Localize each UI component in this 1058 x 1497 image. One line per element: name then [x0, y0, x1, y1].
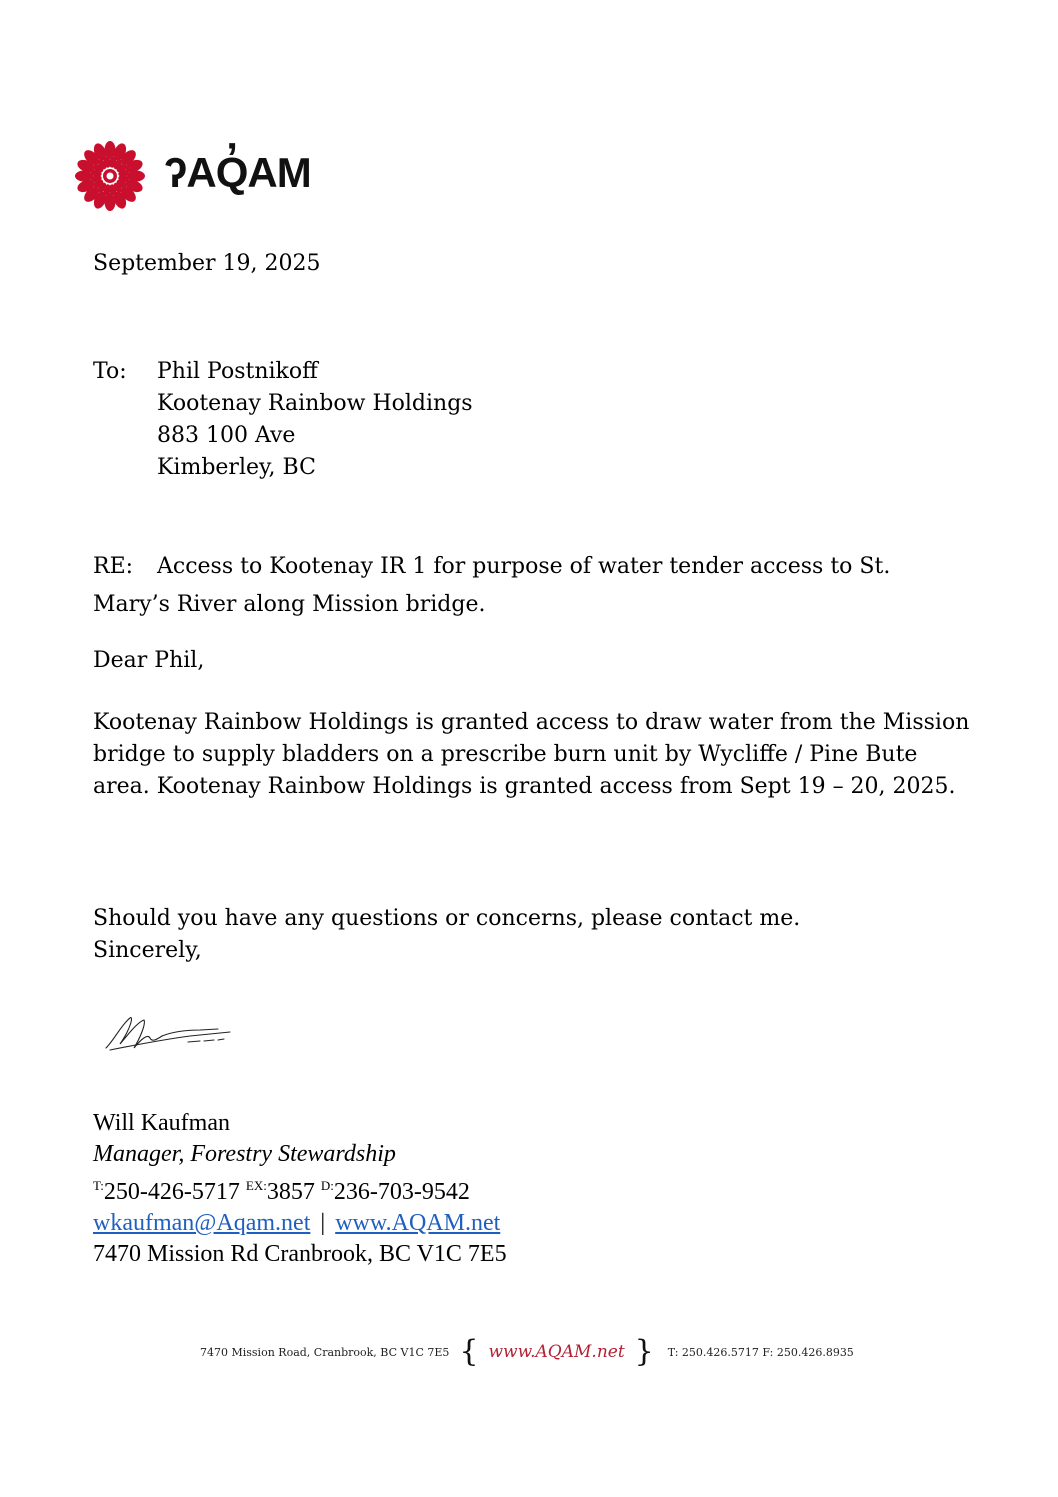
- left-brace: {: [459, 1334, 479, 1369]
- signature-block: [93, 1108, 507, 1270]
- signer-title: Manager, Forestry Stewardship: [93, 1141, 396, 1167]
- logo-icon: [72, 138, 148, 218]
- sign-off: Sincerely,: [93, 938, 202, 963]
- recipient-city: Kimberley, BC: [157, 455, 316, 480]
- contact-links: [93, 1208, 507, 1239]
- direct-label: D:: [320, 1178, 334, 1193]
- contact-numbers: [93, 1170, 507, 1208]
- phone-label: T:: [93, 1178, 104, 1193]
- extension-label: EX:: [245, 1178, 267, 1193]
- recipient-label: To:: [93, 359, 127, 384]
- closing-line: Should you have any questions or concerns, please contact me.: [93, 906, 801, 931]
- website-link[interactable]: www.AQAM.net: [335, 1210, 501, 1236]
- closing: [93, 903, 800, 967]
- recipient-address: [157, 356, 473, 484]
- right-brace: }: [634, 1334, 654, 1369]
- page-footer: [200, 1334, 854, 1369]
- subject-line-1: Access to Kootenay IR 1 for purpose of water tender access to St.: [157, 554, 891, 579]
- org-wordmark: ʔAQ̓AM: [164, 149, 311, 196]
- recipient-street: 883 100 Ave: [157, 423, 296, 448]
- footer-phones: T: 250.426.5717 F: 250.426.8935: [667, 1345, 854, 1359]
- email-link[interactable]: wkaufman@Aqam.net: [93, 1210, 311, 1236]
- subject-line-2: Mary’s River along Mission bridge.: [93, 592, 486, 617]
- letter-date: September 19, 2025: [93, 251, 321, 276]
- footer-address: 7470 Mission Road, Cranbrook, BC V1C 7E5: [200, 1345, 450, 1359]
- body-paragraph: Kootenay Rainbow Holdings is granted access to draw water from the Mission bridge to supply bladders on a prescribe burn unit by Wycliffe / Pine Bute area. Kootenay Rainbow Holdings is granted access from Sept 19 – 20, 2025.: [93, 710, 970, 799]
- handwritten-signature: [100, 1010, 240, 1060]
- extension-number: 3857: [266, 1179, 315, 1205]
- subject-label: RE:: [93, 554, 134, 579]
- greeting: Dear Phil,: [93, 648, 205, 673]
- signer-name: Will Kaufman: [93, 1110, 230, 1136]
- recipient-name: Phil Postnikoff: [157, 359, 318, 384]
- link-separator: |: [320, 1210, 326, 1236]
- signer-address: 7470 Mission Rd Cranbrook, BC V1C 7E5: [93, 1241, 507, 1267]
- recipient-company: Kootenay Rainbow Holdings: [157, 391, 473, 416]
- phone-number: 250-426-5717: [103, 1179, 240, 1205]
- direct-number: 236-703-9542: [333, 1179, 470, 1205]
- footer-website: www.AQAM.net: [488, 1342, 625, 1362]
